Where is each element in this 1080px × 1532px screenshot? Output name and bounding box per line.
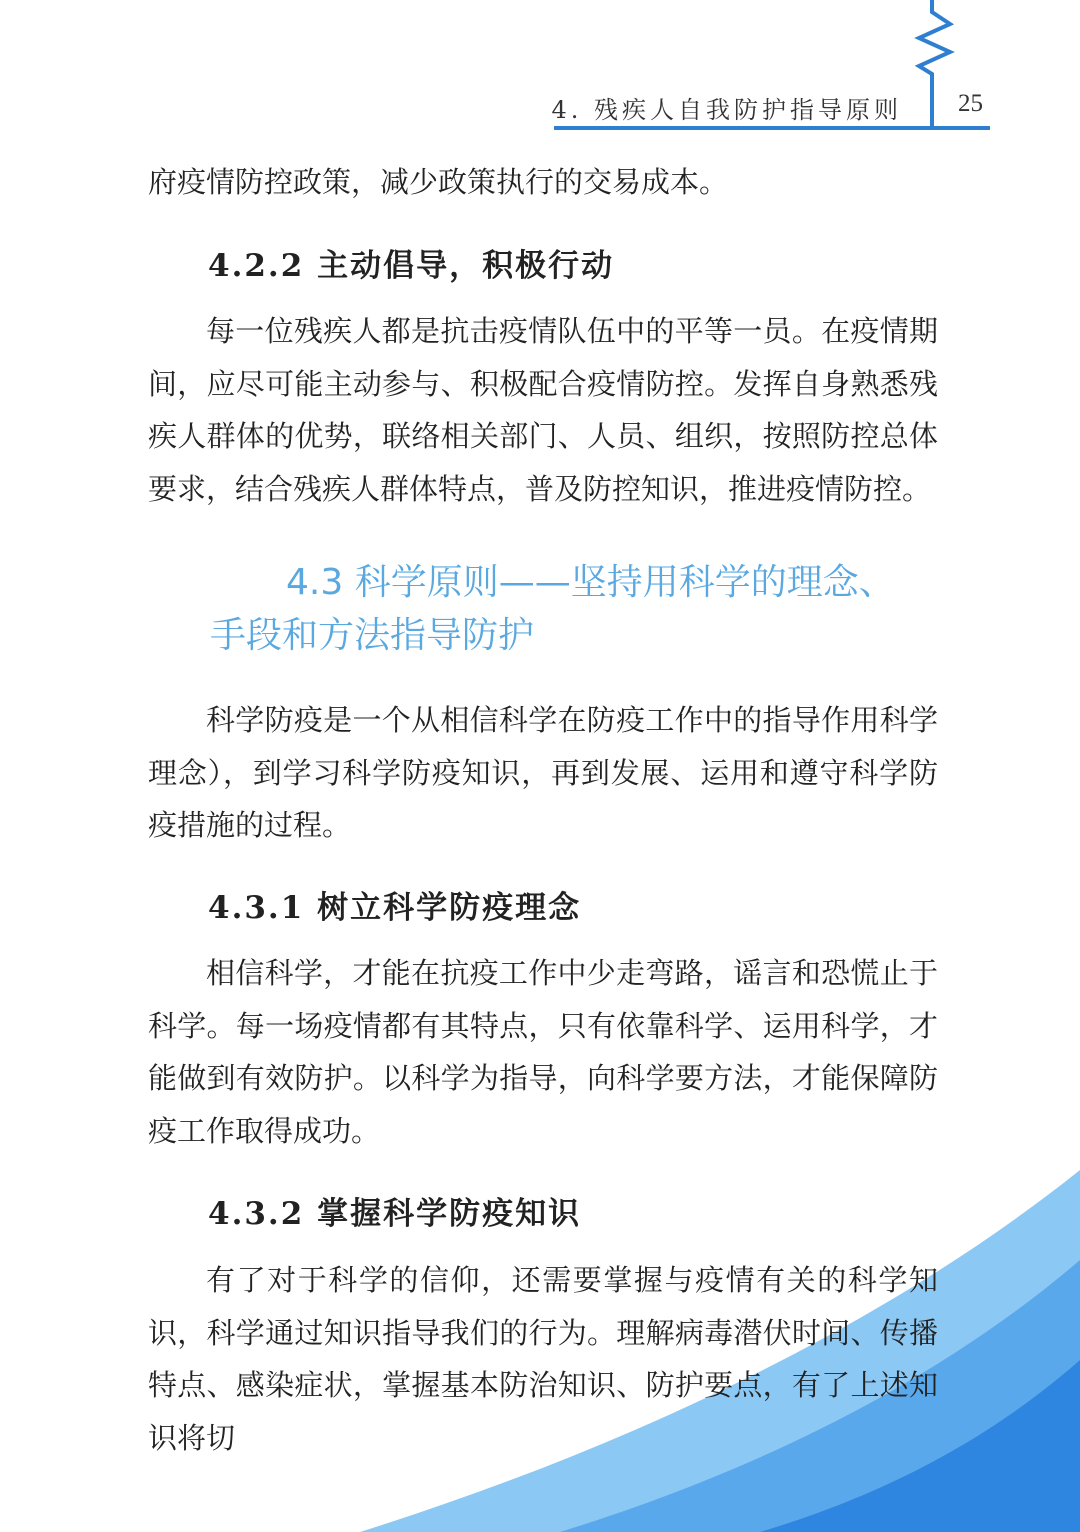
running-header-title: 4. 残疾人自我防护指导原则 [551,96,902,124]
section-heading-line-2: 手段和方法指导防护 [210,615,535,656]
subheading-4-3-1: 4.3.1 树立科学防疫理念 [208,890,582,926]
paragraph-continuation: 府疫情防控政策，减少政策执行的交易成本。 [148,165,729,199]
page-number: 25 [958,90,983,117]
paragraph-4-2-2: 每一位残疾人都是抗击疫情队伍中的平等一员。在疫情期间，应尽可能主动参与、积极配合疫情防控。发挥自身熟悉残疾人群体的优势，联络相关部门、人员、组织，按照防控总体要求，结合残疾人群体特点，普及防控知识，推进疫情防控。 [148,314,938,506]
paragraph-4-3: 科学防疫是一个从相信科学在防疫工作中的指导作用科学理念），到学习科学防疫知识，再到发展、运用和遵守科学防疫措施的过程。 [148,703,938,842]
section-heading-4-3 [210,556,970,662]
subheading-4-3-2: 4.3.2 掌握科学防疫知识 [208,1196,582,1232]
section-heading-line-1: 4.3 科学原则——坚持用科学的理念、 [286,562,895,603]
subheading-4-2-2: 4.2.2 主动倡导，积极行动 [208,248,615,284]
paragraph-4-3-2: 有了对于科学的信仰，还需要掌握与疫情有关的科学知识，科学通过知识指导我们的行为。理解病毒潜伏时间、传播特点、感染症状，掌握基本防治知识、防护要点，有了上述知识将切 [148,1263,938,1455]
paragraph-4-3-1: 相信科学，才能在抗疫工作中少走弯路，谣言和恐慌止于科学。每一场疫情都有其特点，只有依靠科学、运用科学，才能做到有效防护。以科学为指导，向科学要方法，才能保障防疫工作取得成功。 [148,956,938,1148]
